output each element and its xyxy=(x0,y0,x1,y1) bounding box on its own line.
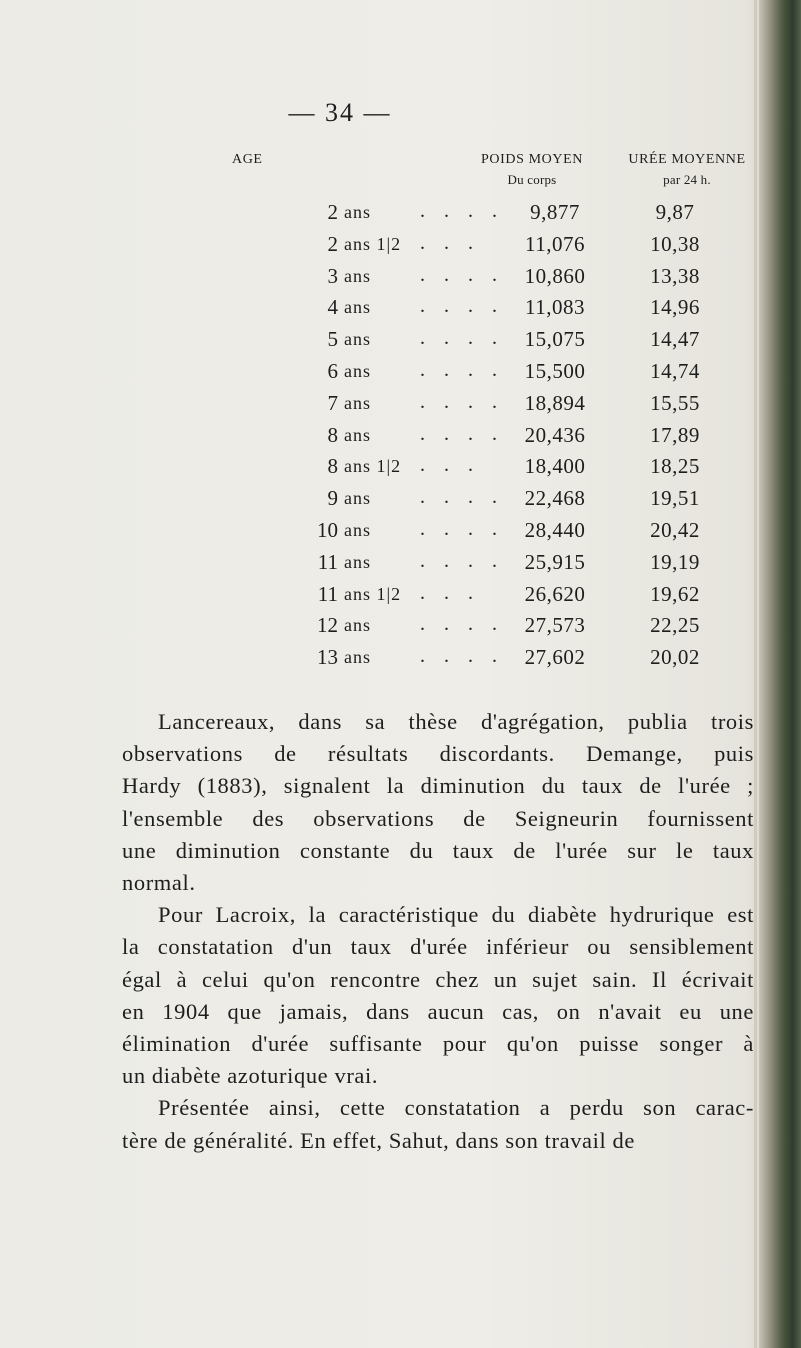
row-dots: . . . . xyxy=(420,645,504,668)
row-uree: 17,89 xyxy=(650,422,700,447)
row-dots: . . . . xyxy=(420,613,504,636)
row-dots: . . . xyxy=(420,454,480,477)
row-uree: 19,62 xyxy=(650,581,700,606)
row-unit: ans 1|2 xyxy=(344,233,402,254)
row-age: 13 xyxy=(317,645,338,670)
table-row xyxy=(0,423,801,455)
row-unit: ans xyxy=(344,329,371,350)
row-uree: 10,38 xyxy=(650,231,700,256)
row-uree: 13,38 xyxy=(650,263,700,288)
row-unit: ans 1|2 xyxy=(344,456,402,477)
text-line: une diminution constante du taux de l'urée sur le taux xyxy=(122,837,754,863)
header-age xyxy=(232,152,263,168)
row-poids: 9,877 xyxy=(530,200,580,224)
row-poids: 20,436 xyxy=(524,422,586,447)
row-age: 10 xyxy=(317,517,338,542)
row-dots: . . . . xyxy=(420,263,504,286)
row-age: 2 xyxy=(327,200,338,224)
row-poids: 18,894 xyxy=(524,390,586,415)
text-line: l'ensemble des observations de Seigneurin fournissent xyxy=(122,805,754,831)
row-dots: . . . xyxy=(420,581,480,604)
text-line: normal. xyxy=(122,870,196,896)
row-uree: 19,19 xyxy=(650,549,700,574)
row-unit: ans xyxy=(344,202,371,222)
body-text xyxy=(122,706,754,1157)
row-uree: 20,02 xyxy=(650,645,700,670)
row-poids: 28,440 xyxy=(524,517,586,542)
table-row xyxy=(0,518,801,550)
row-poids: 18,400 xyxy=(524,454,586,479)
row-age: 12 xyxy=(317,613,338,638)
row-unit: ans xyxy=(344,392,371,413)
row-unit: ans xyxy=(344,551,371,572)
text-line: élimination d'urée suffisante pour qu'on puisse songer à xyxy=(122,1031,754,1057)
row-unit: ans xyxy=(344,424,371,445)
table-row xyxy=(0,295,801,327)
row-age: 7 xyxy=(327,390,338,415)
row-dots: . . . . xyxy=(420,200,504,222)
row-age: 8 xyxy=(327,422,338,447)
row-unit: ans xyxy=(344,265,371,286)
text-line: la constatation d'un taux d'urée inférieur ou sensiblement xyxy=(122,934,754,960)
header-poids xyxy=(452,152,612,188)
paragraph-3 xyxy=(122,1092,754,1156)
table-row xyxy=(0,582,801,614)
row-poids: 22,468 xyxy=(524,486,586,511)
row-poids: 15,500 xyxy=(524,358,586,383)
row-dots: . . . . xyxy=(420,549,504,572)
header-age-label: AGE xyxy=(232,152,263,167)
text-line: en 1904 que jamais, dans aucun cas, on n'avait eu une xyxy=(122,998,754,1024)
table-row xyxy=(0,645,801,677)
table-row xyxy=(0,264,801,296)
text-line: observations de résultats discordants. Demange, puis xyxy=(122,741,754,767)
row-dots: . . . . xyxy=(420,327,504,350)
row-uree: 14,96 xyxy=(650,295,700,320)
table-row xyxy=(0,454,801,486)
row-dots: . . . xyxy=(420,231,480,254)
row-dots: . . . . xyxy=(420,422,504,445)
data-table xyxy=(0,200,801,677)
table-row xyxy=(0,486,801,518)
row-poids: 15,075 xyxy=(524,327,586,352)
text-line: Présentée ainsi, cette constatation a perdu son carac- xyxy=(158,1095,754,1121)
text-line: un diabète azoturique vrai. xyxy=(122,1063,379,1089)
row-dots: . . . . xyxy=(420,295,504,318)
row-poids: 25,915 xyxy=(524,549,586,574)
table-row xyxy=(0,391,801,423)
table-row xyxy=(0,200,801,232)
page-number: — 34 — xyxy=(288,98,392,127)
row-unit: ans 1|2 xyxy=(344,583,402,604)
row-poids: 10,860 xyxy=(524,263,586,288)
row-unit: ans xyxy=(344,519,371,540)
row-age: 5 xyxy=(327,327,338,352)
row-age: 9 xyxy=(327,486,338,511)
row-poids: 27,573 xyxy=(524,613,586,638)
row-age: 11 xyxy=(317,581,338,606)
table-row xyxy=(0,232,801,264)
paragraph-1 xyxy=(122,706,754,899)
row-unit: ans xyxy=(344,360,371,381)
header-uree xyxy=(612,152,762,188)
row-uree: 15,55 xyxy=(650,390,700,415)
text-line: tère de généralité. En effet, Sahut, dans son travail de xyxy=(122,1127,635,1153)
text-line: Pour Lacroix, la caractéristique du diabète hydrurique est xyxy=(158,902,754,928)
row-uree: 14,74 xyxy=(650,358,700,383)
row-dots: . . . . xyxy=(420,517,504,540)
text-line: Lancereaux, dans sa thèse d'agrégation, publia trois xyxy=(158,709,754,734)
header-uree-sub: par 24 h. xyxy=(663,172,711,187)
row-dots: . . . . xyxy=(420,486,504,509)
row-poids: 27,602 xyxy=(524,645,586,670)
row-dots: . . . . xyxy=(420,390,504,413)
row-age: 2 xyxy=(327,231,338,256)
paragraph-2 xyxy=(122,899,754,1092)
header-poids-title: POIDS MOYEN xyxy=(481,152,583,167)
row-age: 3 xyxy=(327,263,338,288)
row-poids: 11,083 xyxy=(525,295,585,320)
table-row xyxy=(0,550,801,582)
row-age: 8 xyxy=(327,454,338,479)
row-uree: 20,42 xyxy=(650,517,700,542)
row-unit: ans xyxy=(344,615,371,636)
row-age: 4 xyxy=(327,295,338,320)
row-age: 6 xyxy=(327,358,338,383)
row-uree: 22,25 xyxy=(650,613,700,638)
row-unit: ans xyxy=(344,297,371,318)
header-uree-title: URÉE MOYENNE xyxy=(628,152,746,167)
row-uree: 18,25 xyxy=(650,454,700,479)
text-line: Hardy (1883), signalent la diminution du taux de l'urée ; xyxy=(122,773,754,799)
row-uree: 9,87 xyxy=(655,200,695,224)
row-age: 11 xyxy=(317,549,338,574)
table-row xyxy=(0,613,801,645)
row-poids: 11,076 xyxy=(525,231,585,256)
row-uree: 19,51 xyxy=(650,486,700,511)
table-row xyxy=(0,359,801,391)
text-line: égal à celui qu'on rencontre chez un sujet sain. Il écrivait xyxy=(122,966,754,992)
row-dots: . . . . xyxy=(420,358,504,381)
header-poids-sub: Du corps xyxy=(507,172,557,187)
row-poids: 26,620 xyxy=(524,581,586,606)
row-uree: 14,47 xyxy=(650,327,700,352)
row-unit: ans xyxy=(344,488,371,509)
row-unit: ans xyxy=(344,647,371,668)
table-row xyxy=(0,327,801,359)
